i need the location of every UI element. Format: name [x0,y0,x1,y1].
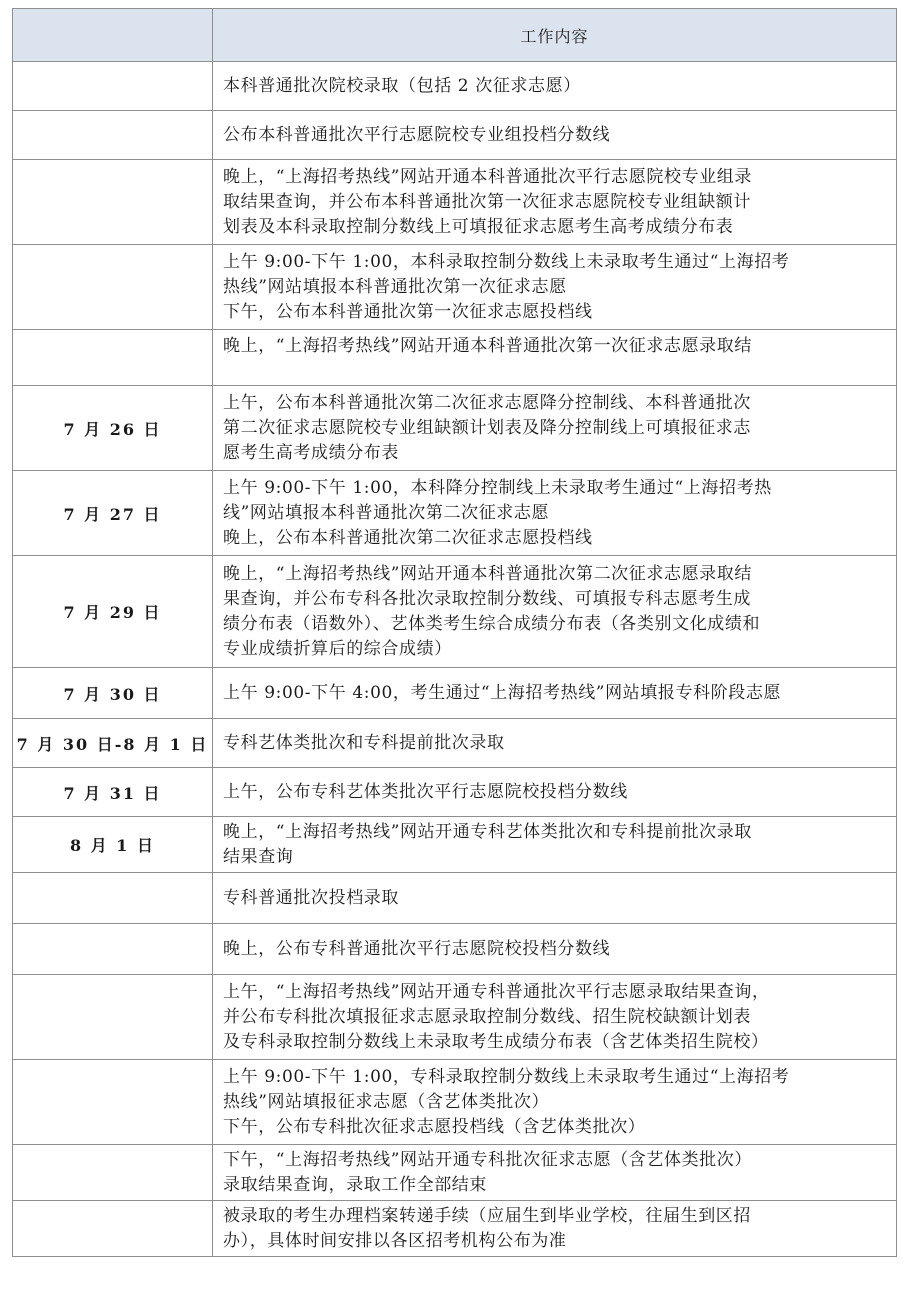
row-work-content [213,975,897,1060]
table-row [13,1201,897,1257]
table-row [13,160,897,245]
row-work-content [213,62,897,111]
work-line: 上午，“上海招考热线”网站开通专科普通批次平行志愿录取结果查询， [223,981,770,1002]
row-work-content [213,111,897,160]
row-work-content [213,245,897,330]
row-date: 7 月 30 日-8 月 1 日 [13,719,213,768]
work-line: 并公布专科批次填报征求志愿录取控制分数线、招生院校缺额计划表 [223,1006,751,1027]
work-line: 录取结果查询，录取工作全部结束 [223,1174,487,1195]
work-line: 晚上，公布本科普通批次第二次征求志愿投档线 [223,527,593,548]
work-line: 本科普通批次院校录取（包括 2 次征求志愿） [223,75,581,96]
table-row [13,111,897,160]
work-line: 上午 9:00-下午 4:00，考生通过“上海招考热线”网站填报专科阶段志愿 [223,682,782,703]
row-date [13,1145,213,1201]
work-line: 下午，公布本科普通批次第一次征求志愿投档线 [223,301,593,322]
work-line: 线”网站填报本科普通批次第二次征求志愿 [223,502,550,523]
work-line: 果查询，并公布专科各批次录取控制分数线、可填报专科志愿考生成 [223,588,751,609]
work-line: 晚上，“上海招考热线”网站开通本科普通批次第二次征求志愿录取结 [223,563,752,584]
row-date [13,1201,213,1257]
work-line: 下午，“上海招考热线”网站开通专科批次征求志愿（含艺体类批次） [223,1149,752,1170]
row-work-content [213,330,897,386]
row-work-content [213,924,897,975]
row-work-content [213,873,897,924]
row-date [13,62,213,111]
table-row [13,471,897,556]
work-line: 晚上，公布专科普通批次平行志愿院校投档分数线 [223,938,611,959]
table-row [13,768,897,817]
row-date [13,330,213,386]
row-date [13,1060,213,1145]
work-line: 划表及本科录取控制分数线上可填报征求志愿考生高考成绩分布表 [223,216,734,237]
work-line: 取结果查询，并公布本科普通批次第一次征求志愿院校专业组缺额计 [223,191,751,212]
table-row [13,245,897,330]
row-work-content [213,1145,897,1201]
row-work-content [213,386,897,471]
work-line: 上午 9:00-下午 1:00，本科降分控制线上未录取考生通过“上海招考热 [223,477,772,498]
work-line: 专科艺体类批次和专科提前批次录取 [223,732,505,753]
row-work-content [213,1201,897,1257]
table-row [13,817,897,873]
table-row [13,556,897,668]
table-row [13,330,897,386]
work-line: 热线”网站填报征求志愿（含艺体类批次） [223,1091,550,1112]
row-date [13,873,213,924]
row-date [13,111,213,160]
work-line: 上午 9:00-下午 1:00，专科录取控制分数线上未录取考生通过“上海招考 [223,1066,790,1087]
row-date [13,924,213,975]
work-line: 被录取的考生办理档案转递手续（应届生到毕业学校，往届生到区招 [223,1205,751,1226]
row-date [13,160,213,245]
row-date: 7 月 27 日 [13,471,213,556]
table-row [13,1145,897,1201]
work-line: 愿考生高考成绩分布表 [223,442,399,463]
row-work-content [213,471,897,556]
date-column-header [13,9,213,62]
work-line: 下午，公布专科批次征求志愿投档线（含艺体类批次） [223,1116,646,1137]
row-work-content [213,668,897,719]
row-work-content [213,768,897,817]
row-date: 8 月 1 日 [13,817,213,873]
work-line: 专科普通批次投档录取 [223,887,399,908]
row-work-content [213,817,897,873]
work-line: 晚上，“上海招考热线”网站开通本科普通批次第一次征求志愿录取结 [223,336,752,356]
table-row [13,386,897,471]
work-content-column-header: 工作内容 [213,9,897,62]
table-row [13,719,897,768]
row-work-content [213,1060,897,1145]
row-work-content [213,719,897,768]
work-line: 绩分布表（语数外）、艺体类考生综合成绩分布表（各类别文化成绩和 [223,613,761,634]
schedule-table [12,8,897,1257]
table-header-row [13,9,897,62]
work-line: 办），具体时间安排以各区招考机构公布为准 [223,1230,567,1251]
work-line: 专业成绩折算后的综合成绩） [223,638,452,659]
table-row [13,975,897,1060]
work-line: 上午，公布本科普通批次第二次征求志愿降分控制线、本科普通批次 [223,392,751,413]
row-date: 7 月 31 日 [13,768,213,817]
work-line: 热线”网站填报本科普通批次第一次征求志愿 [223,276,567,297]
work-line: 第二次征求志愿院校专业组缺额计划表及降分控制线上可填报征求志 [223,417,751,438]
table-row [13,924,897,975]
table-row [13,1060,897,1145]
table-row [13,668,897,719]
work-line: 上午 9:00-下午 1:00，本科录取控制分数线上未录取考生通过“上海招考 [223,251,790,272]
table-row [13,873,897,924]
row-date: 7 月 30 日 [13,668,213,719]
row-date [13,245,213,330]
work-line: 结果查询 [223,846,294,867]
work-line: 晚上，“上海招考热线”网站开通本科普通批次平行志愿院校专业组录 [223,166,752,187]
row-date: 7 月 26 日 [13,386,213,471]
row-date: 7 月 29 日 [13,556,213,668]
work-line: 上午，公布专科艺体类批次平行志愿院校投档分数线 [223,781,628,802]
work-line: 晚上，“上海招考热线”网站开通专科艺体类批次和专科提前批次录取 [223,821,752,842]
row-work-content [213,160,897,245]
work-line: 公布本科普通批次平行志愿院校专业组投档分数线 [223,124,611,145]
row-date [13,975,213,1060]
row-work-content [213,556,897,668]
work-line: 及专科录取控制分数线上未录取考生成绩分布表（含艺体类招生院校） [223,1031,769,1052]
table-row [13,62,897,111]
